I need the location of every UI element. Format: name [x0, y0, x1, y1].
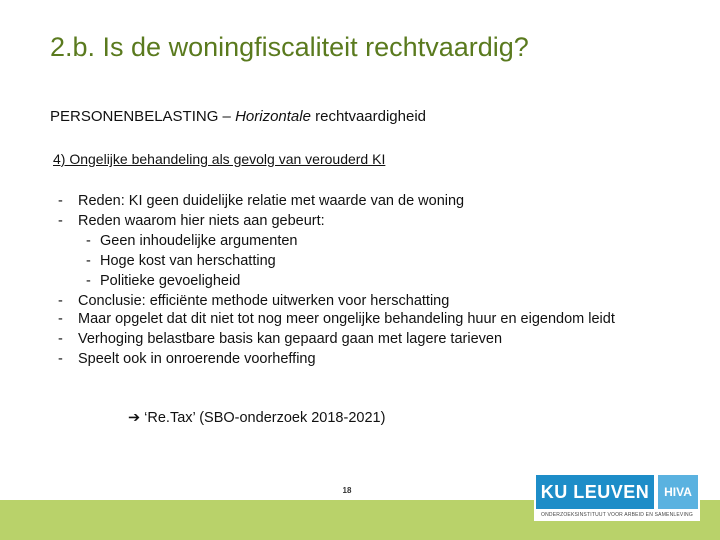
hiva-logo-block: HIVA — [658, 475, 698, 509]
sub-list-item-text: Politieke gevoeligheid — [100, 273, 241, 289]
bullet-dash: - — [58, 213, 63, 229]
list-item — [58, 291, 698, 311]
list-item-text: Verhoging belastbare basis kan gepaard gaan met lagere tarieven — [78, 331, 503, 347]
list-item — [58, 211, 698, 231]
list-item-text: Maar opgelet dat dit niet tot nog meer ongelijke behandeling huur en eigendom leidt — [78, 311, 615, 327]
list-item — [58, 329, 698, 349]
subtitle-suffix: rechtvaardigheid — [310, 108, 427, 125]
slide-title: 2.b. Is de woningfiscaliteit rechtvaardig? — [50, 32, 529, 62]
sub-list-item-text: Hoge kost van herschatting — [100, 253, 276, 269]
list-item-text: Reden: KI geen duidelijke relatie met waarde van de woning — [78, 193, 465, 209]
bullet-dash: - — [58, 293, 63, 309]
slide-subtitle — [50, 108, 426, 125]
bullet-list — [58, 191, 698, 369]
sub-list-item — [58, 271, 698, 291]
ku-leuven-hiva-logo — [534, 473, 700, 521]
point-heading: 4) Ongelijke behandeling als gevolg van verouderd KI — [53, 151, 386, 167]
list-item — [58, 349, 698, 369]
bullet-dash: - — [58, 331, 63, 347]
ku-leuven-logo-block: KU LEUVEN — [536, 475, 654, 509]
bullet-dash: - — [86, 273, 91, 289]
logo-caption: ONDERZOEKSINSTITUUT VOOR ARBEID EN SAMENLEVING — [541, 512, 693, 518]
list-item-text: Speelt ook in onroerende voorheffing — [78, 351, 316, 367]
list-item-text: Reden waarom hier niets aan gebeurt: — [78, 213, 325, 229]
subtitle-prefix: PERSONENBELASTING – — [50, 108, 236, 125]
sub-list-item — [58, 231, 698, 251]
bullet-dash: - — [58, 351, 63, 367]
subtitle-italic: Horizontale — [235, 108, 311, 125]
bullet-dash: - — [58, 193, 63, 209]
bullet-dash: - — [86, 233, 91, 249]
reference-line — [128, 410, 385, 426]
bullet-dash: - — [58, 311, 63, 327]
list-item — [58, 311, 698, 327]
reference-text: ‘Re.Tax’ (SBO-onderzoek 2018-2021) — [144, 410, 386, 426]
page-number: 18 — [342, 486, 352, 495]
sub-list-item-text: Geen inhoudelijke argumenten — [100, 233, 298, 249]
bullet-dash: - — [86, 253, 91, 269]
list-item — [58, 191, 698, 211]
sub-list-item — [58, 251, 698, 271]
arrow-right-icon: ➔ — [128, 410, 141, 426]
list-item-text: Conclusie: efficiënte methode uitwerken voor herschatting — [78, 293, 450, 309]
